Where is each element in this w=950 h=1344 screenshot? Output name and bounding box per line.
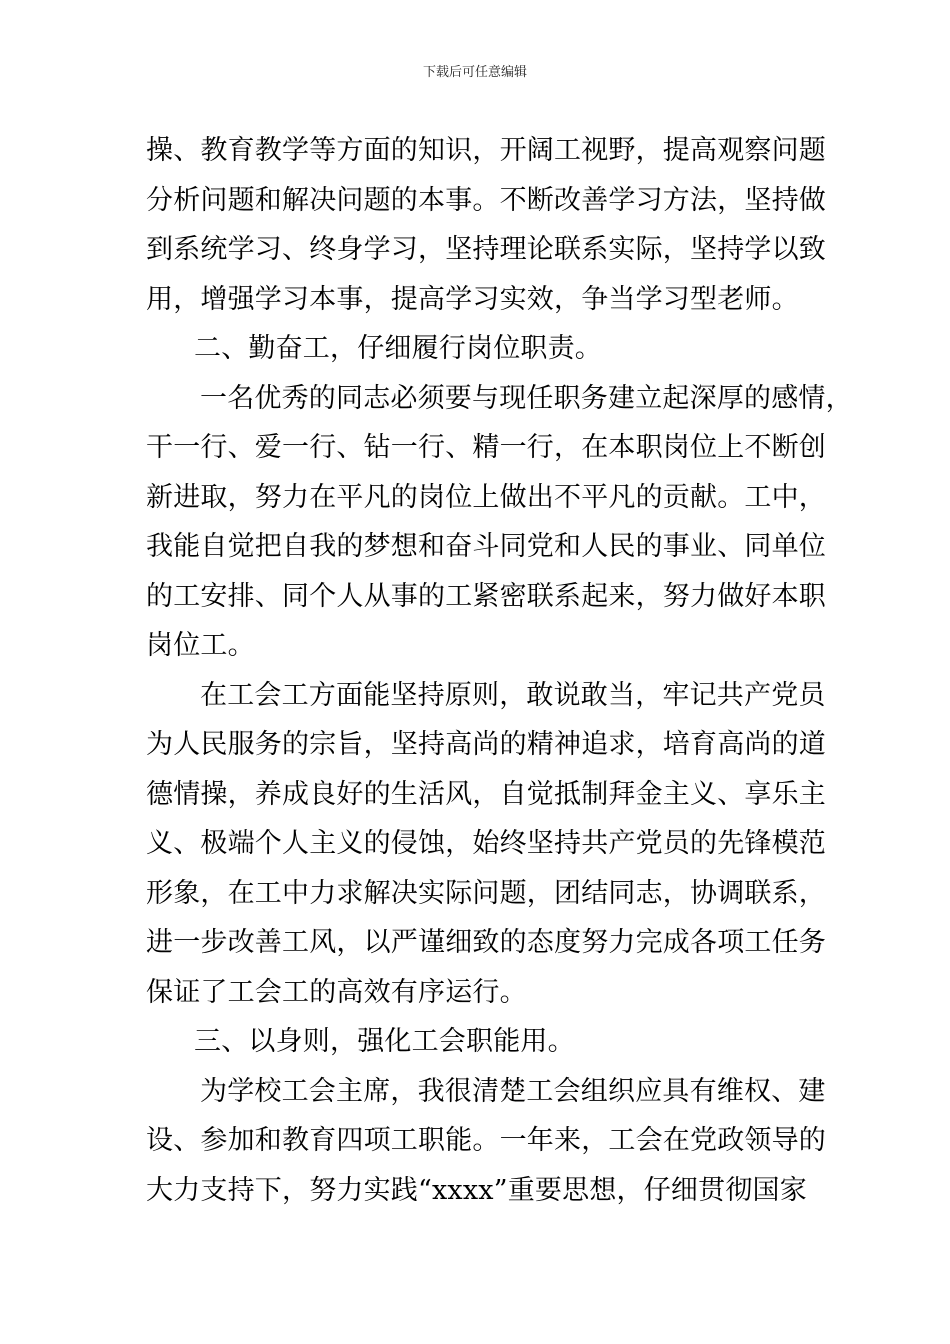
text-line: 保证了工会工的高效有序运行。 [146,976,527,1008]
text-line: 分析问题和解决问题的本事。不断改善学习方法，坚持做 [146,184,826,216]
text-line: 新进取，努力在平凡的岗位上做出不平凡的贡献。工中， [146,481,826,513]
section-heading: 二、勤奋工，仔细履行岗位职责。 [194,333,602,364]
text-line: 一名优秀的同志必须要与现任职务建立起深厚的感情， [200,382,853,414]
text-line: 用，增强学习本事，提高学习实效，争当学习型老师。 [146,283,799,315]
text-line: 进一步改善工风，以严谨细致的态度努力完成各项工任务 [146,927,826,958]
text-line: 为学校工会主席，我很清楚工会组织应具有维权、建 [200,1075,826,1107]
text-line: 操、教育教学等方面的知识，开阔工视野，提高观察问题 [146,135,826,166]
text-line: 我能自觉把自我的梦想和奋斗同党和人民的事业、同单位 [146,531,826,562]
page-header-note: 下载后可任意编辑 [422,65,527,80]
text-line: 形象，在工中力求解决实际问题，团结同志，协调联系， [146,877,826,909]
text-line: 义、极端个人主义的侵蚀，始终坚持共产党员的先锋模范 [146,828,826,859]
text-line: 在工会工方面能坚持原则，敢说敢当，牢记共产党员 [200,679,826,711]
text-line: 为人民服务的宗旨，坚持高尚的精神追求，培育高尚的道 [146,729,826,760]
section-heading: 三、以身则，强化工会职能用。 [194,1026,575,1057]
text-line: 大力支持下，努力实践“xxxx”重要思想，仔细贯彻国家 [146,1174,807,1206]
text-line: 德情操，养成良好的生活风，自觉抵制拜金主义、享乐主 [146,778,826,810]
text-line: 设、参加和教育四项工职能。一年来，工会在党政领导的 [146,1125,826,1156]
text-line: 岗位工。 [146,630,255,661]
document-body [146,126,853,1215]
text-line: 干一行、爱一行、钻一行、精一行，在本职岗位上不断创 [146,432,826,463]
text-line: 的工安排、同个人从事的工紧密联系起来，努力做好本职 [146,580,826,612]
text-line: 到系统学习、终身学习，坚持理论联系实际，坚持学以致 [146,234,826,265]
